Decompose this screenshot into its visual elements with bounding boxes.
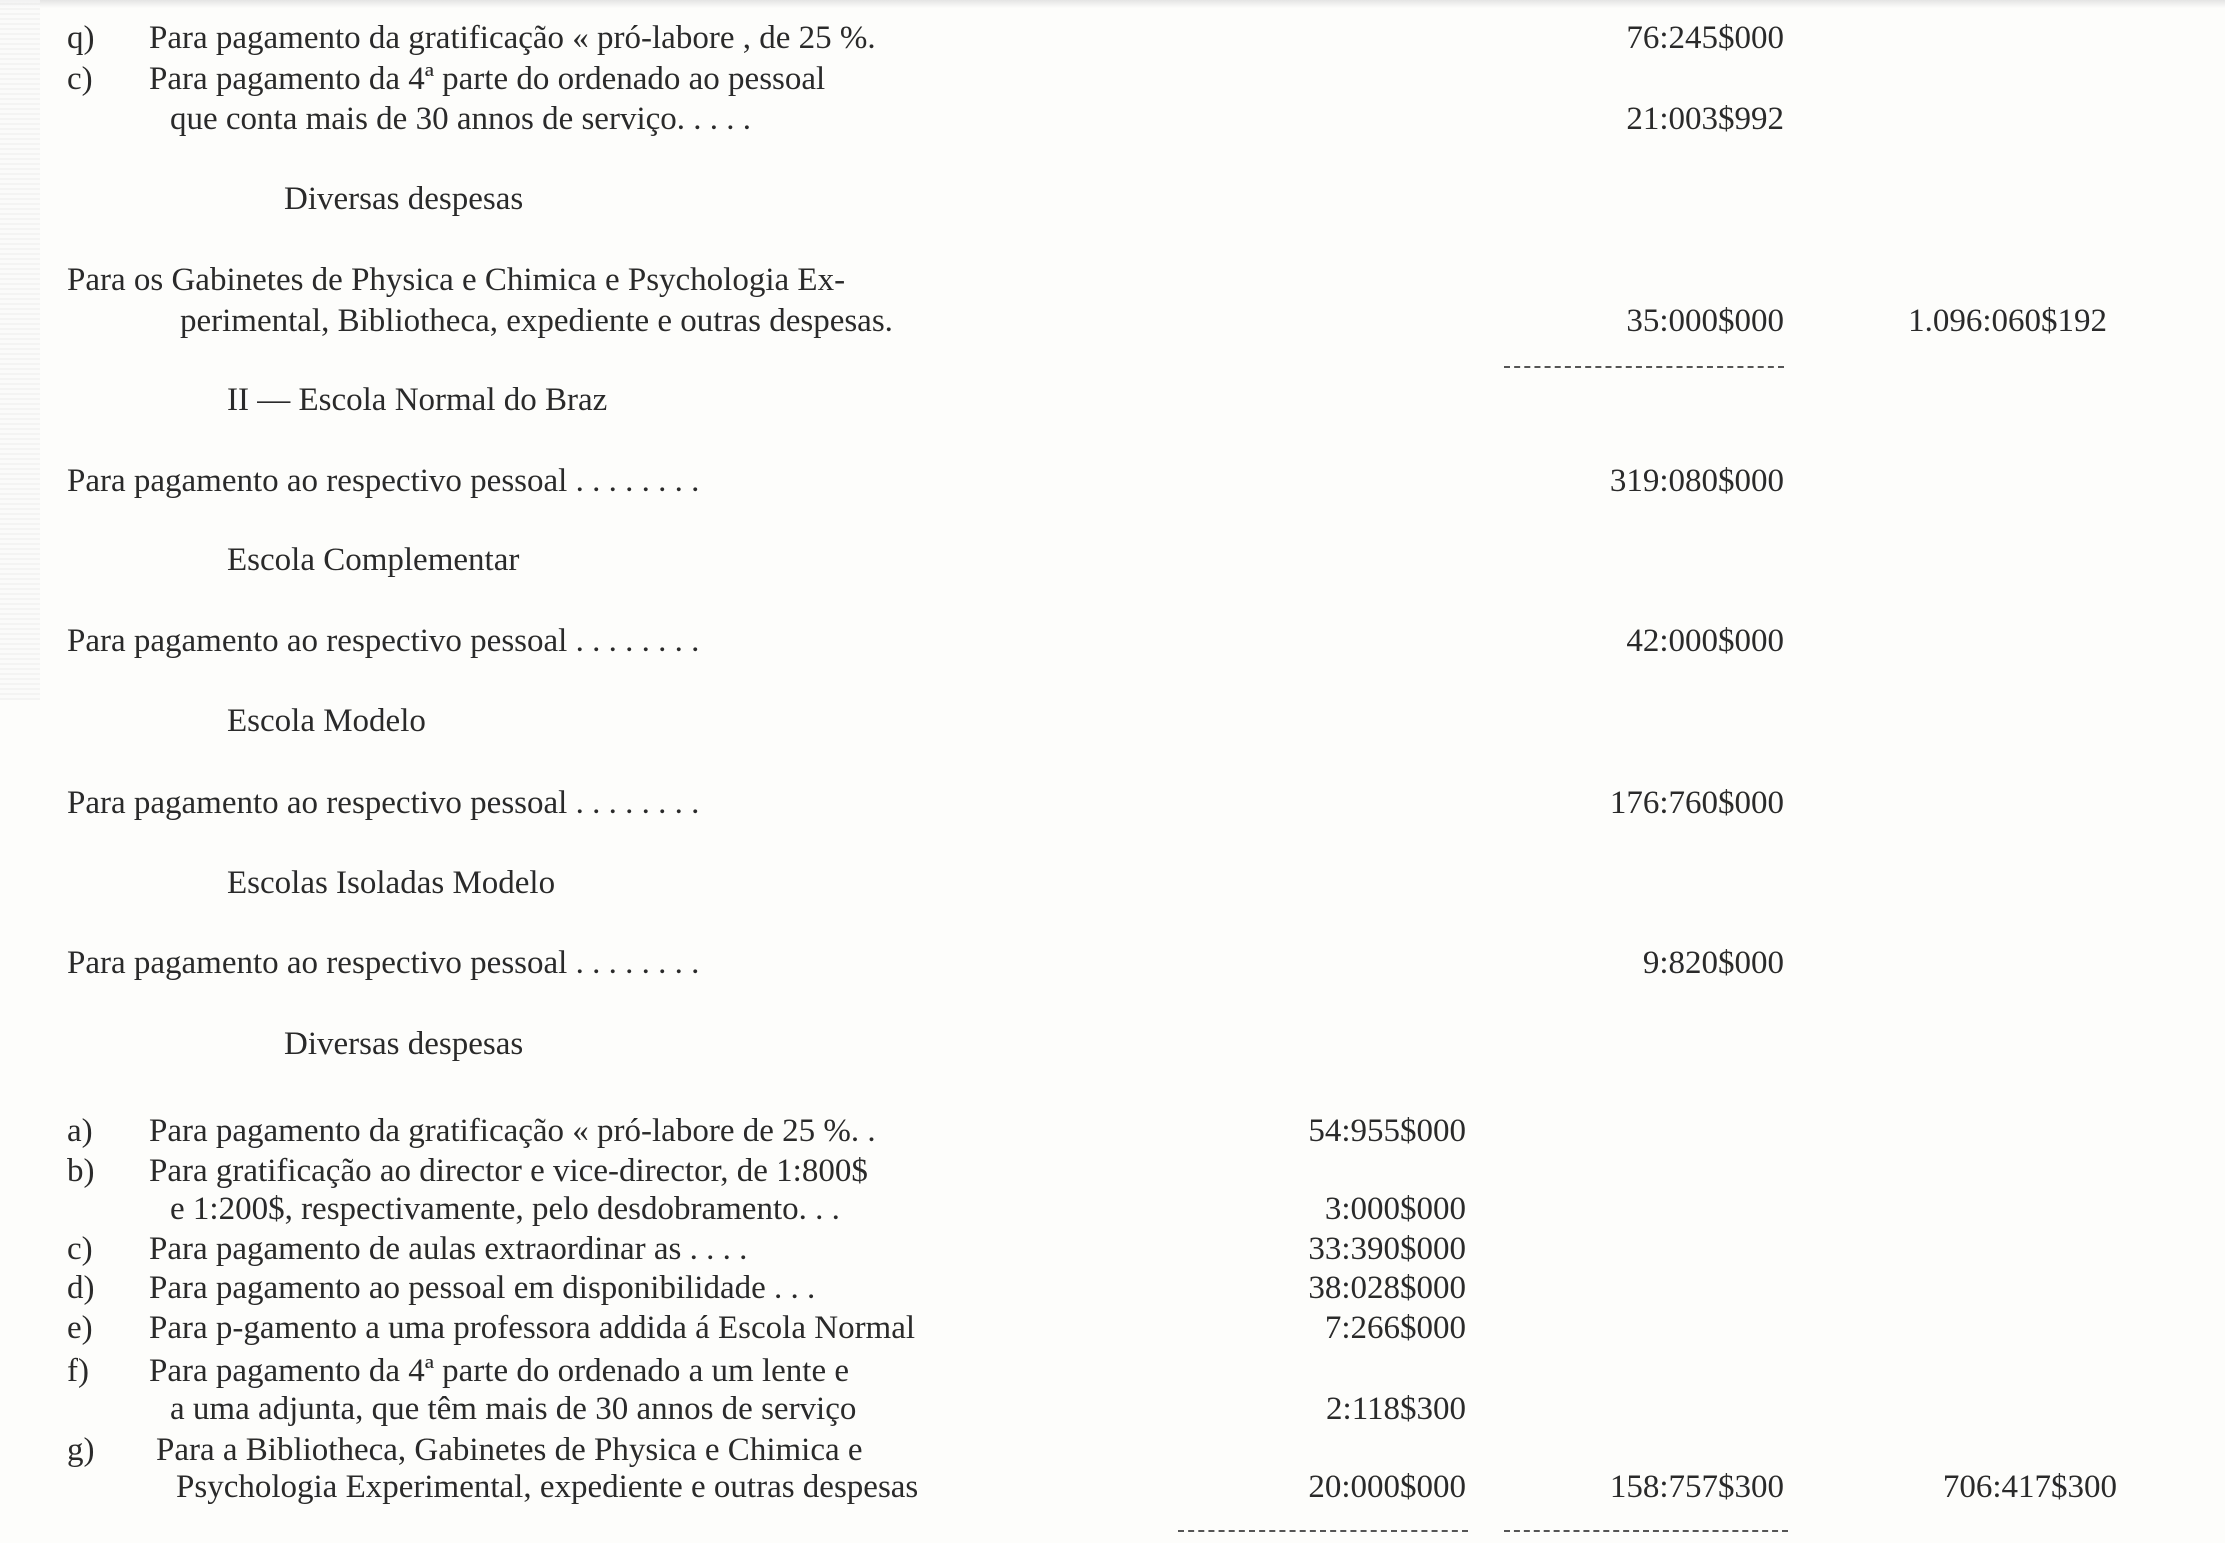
- item-amount: 76:245$000: [1626, 20, 1784, 56]
- item-amount: 54:955$000: [1308, 1113, 1466, 1149]
- item-text: Para pagamento ao respectivo pessoal . . . . . . . .: [67, 623, 700, 659]
- item-text: Para pagamento da gratificação « pró-labore , de 25 %.: [149, 20, 876, 56]
- item-amount: 20:000$000: [1308, 1469, 1466, 1505]
- item-f: [0, 1351, 2225, 1391]
- item-isoladas: [0, 943, 2225, 983]
- section-total: 1.096:060$192: [1908, 303, 2107, 339]
- item-letter: g): [67, 1432, 95, 1468]
- page-edge: [0, 0, 2225, 8]
- item-gabinetes: [0, 260, 2225, 300]
- item-letter: a): [67, 1113, 93, 1149]
- item-letter: f): [67, 1353, 89, 1389]
- section-total: 706:417$300: [1942, 1469, 2117, 1505]
- item-amount: 176:760$000: [1609, 785, 1784, 821]
- item-letter: d): [67, 1270, 95, 1306]
- item-text-cont: perimental, Bibliotheca, expediente e outras despesas.: [180, 303, 893, 339]
- item-amount: 319:080$000: [1609, 463, 1784, 499]
- item-amount: 38:028$000: [1308, 1270, 1466, 1306]
- item-c2: [0, 1229, 2225, 1269]
- item-b: [0, 1151, 2225, 1191]
- item-amount: 21:003$992: [1626, 101, 1784, 137]
- item-text: Para pagamento da gratificação « pró-labore de 25 %. .: [149, 1113, 876, 1149]
- item-text: Para pagamento da 4ª parte do ordenado ao pessoal: [149, 61, 826, 97]
- item-text: Para pagamento ao respectivo pessoal . . . . . . . .: [67, 463, 700, 499]
- item-text: Para pagamento ao pessoal em disponibilidade . . .: [149, 1270, 816, 1306]
- sum-rule: [1504, 1530, 1788, 1532]
- item-g: [0, 1430, 2225, 1470]
- item-b-cont: [0, 1189, 2225, 1229]
- item-amount: 3:000$000: [1324, 1191, 1466, 1227]
- item-f-cont: [0, 1389, 2225, 1429]
- item-letter: c): [67, 1231, 93, 1267]
- item-q: [0, 18, 2225, 58]
- item-letter: c): [67, 61, 93, 97]
- item-amount: 33:390$000: [1308, 1231, 1466, 1267]
- item-letter: q): [67, 20, 95, 56]
- subtotal: 158:757$300: [1609, 1469, 1784, 1505]
- heading-escola-modelo: Escola Modelo: [227, 703, 426, 739]
- item-complementar: [0, 621, 2225, 661]
- item-text-cont: Psychologia Experimental, expediente e outras despesas: [176, 1469, 919, 1505]
- item-text: Para pagamento ao respectivo pessoal . . . . . . . .: [67, 785, 700, 821]
- item-text: Para p-gamento a uma professora addida á Escola Normal: [149, 1310, 916, 1346]
- item-text-cont: que conta mais de 30 annos de serviço. . . . .: [170, 101, 752, 137]
- item-pessoal: [0, 461, 2225, 501]
- heading-diversas-despesas: Diversas despesas: [284, 181, 524, 217]
- item-letter: b): [67, 1153, 95, 1189]
- item-modelo: [0, 783, 2225, 823]
- item-text: Para pagamento ao respectivo pessoal . . . . . . . .: [67, 945, 700, 981]
- item-amount: 35:000$000: [1626, 303, 1784, 339]
- item-amount: 2:118$300: [1326, 1391, 1466, 1427]
- item-text: Para pagamento de aulas extraordinar as . . . .: [149, 1231, 748, 1267]
- item-c: [0, 59, 2225, 99]
- item-gabinetes-cont: [0, 301, 2225, 341]
- item-a: [0, 1111, 2225, 1151]
- item-letter: e): [67, 1310, 93, 1346]
- sum-rule: [1178, 1530, 1468, 1532]
- item-amount: 9:820$000: [1642, 945, 1784, 981]
- item-text-cont: a uma adjunta, que têm mais de 30 annos de serviço: [170, 1391, 857, 1427]
- item-d: [0, 1268, 2225, 1308]
- item-text: Para pagamento da 4ª parte do ordenado a um lente e: [149, 1353, 849, 1389]
- item-c-cont: [0, 99, 2225, 139]
- section-heading: II — Escola Normal do Braz: [227, 382, 608, 418]
- item-amount: 42:000$000: [1626, 623, 1784, 659]
- item-text: Para a Bibliotheca, Gabinetes de Physica e Chimica e: [156, 1432, 863, 1468]
- item-text: Para gratificação ao director e vice-director, de 1:800$: [149, 1153, 868, 1189]
- item-text-cont: e 1:200$, respectivamente, pelo desdobramento. . .: [170, 1191, 840, 1227]
- item-g-cont: [0, 1467, 2225, 1507]
- item-text: Para os Gabinetes de Physica e Chimica e Psychologia Ex-: [67, 262, 846, 298]
- heading-escolas-isoladas: Escolas Isoladas Modelo: [227, 865, 556, 901]
- item-amount: 7:266$000: [1324, 1310, 1466, 1346]
- heading-diversas-despesas-2: Diversas despesas: [284, 1026, 524, 1062]
- item-e: [0, 1308, 2225, 1348]
- sum-rule: [1504, 366, 1784, 368]
- heading-escola-complementar: Escola Complementar: [227, 542, 520, 578]
